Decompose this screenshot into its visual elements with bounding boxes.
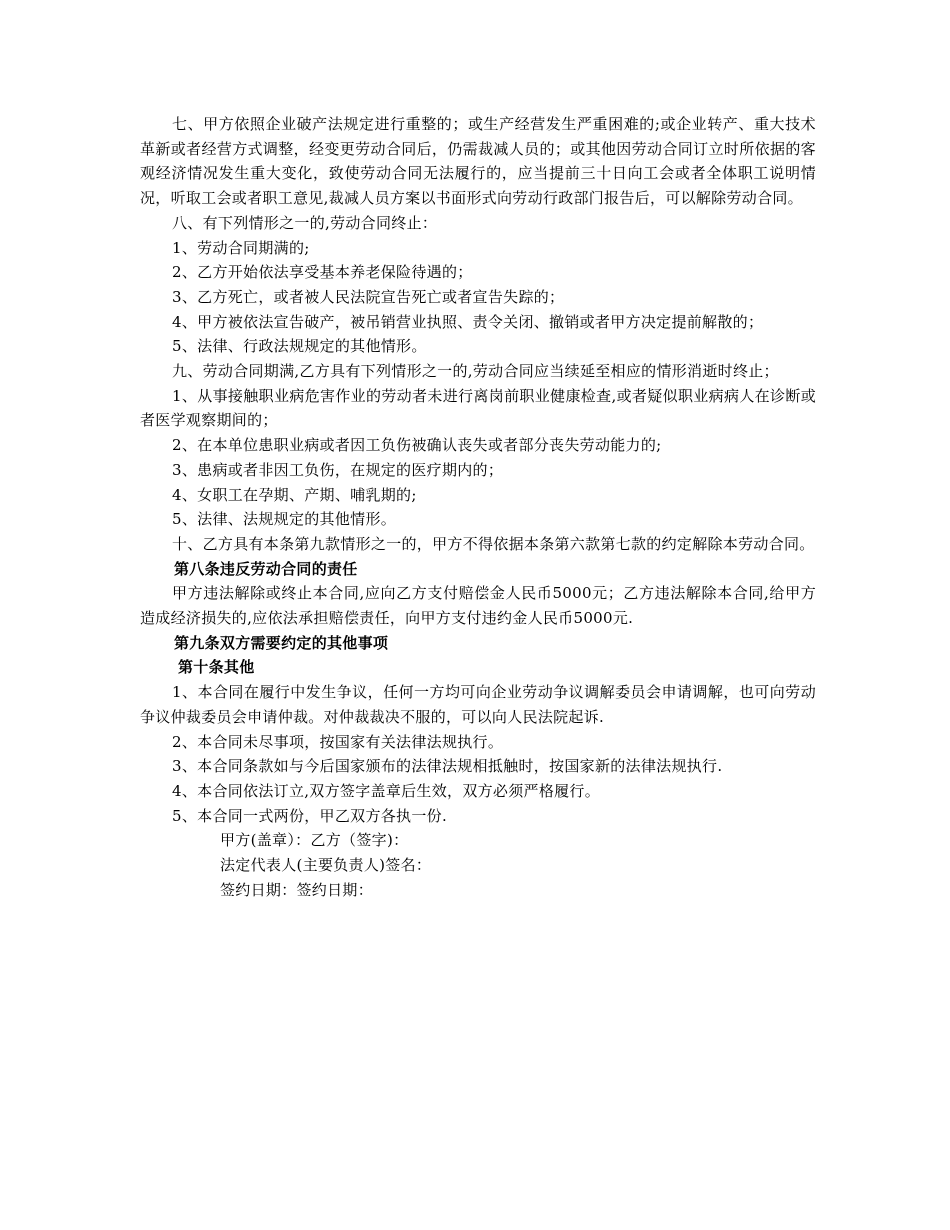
clause-7-paragraph: 七、甲方依照企业破产法规定进行重整的；或生产经营发生严重困难的;或企业转产、重大技术革新或者经营方式调整，经变更劳动合同后，仍需裁减人员的；或其他因劳动合同订立时所依据的客观经济情况发生重大变化，致使劳动合同无法履行的，应当提前三十日向工会或者全体职工说明情况，听取工会或者职工意见,裁减人员方案以书面形式向劳动行政部门报告后，可以解除劳动合同。 (140, 115, 816, 208)
article-10-item-1: 1、本合同在履行中发生争议，任何一方均可向企业劳动争议调解委员会申请调解，也可向劳动争议仲裁委员会申请仲裁。对仲裁裁决不服的，可以向人民法院起诉. (140, 683, 816, 726)
clause-9-item-3: 3、患病或者非因工负伤，在规定的医疗期内的； (172, 460, 504, 479)
clause-10-paragraph: 十、乙方具有本条第九款情形之一的，甲方不得依据本条第六款第七款的约定解除本劳动合同。 (172, 534, 815, 553)
clause-9-item-5: 5、法律、法规规定的其他情形。 (172, 510, 397, 529)
article-10-item-3: 3、本合同条款如与今后国家颁布的法律法规相抵触时，按国家新的法律法规执行. (172, 757, 723, 776)
clause-9-intro: 九、劳动合同期满,乙方具有下列情形之一的,劳动合同应当续延至相应的情形消逝时终止； (172, 362, 779, 381)
article-9-heading: 第九条双方需要约定的其他事项 (174, 633, 389, 652)
clause-8-item-2: 2、乙方开始依法享受基本养老保险待遇的； (172, 263, 473, 282)
clause-9-item-2: 2、在本单位患职业病或者因工负伤被确认丧失或者部分丧失劳动能力的; (172, 436, 662, 455)
clause-9-item-4: 4、女职工在孕期、产期、哺乳期的; (172, 485, 417, 504)
clause-8-item-1: 1、劳动合同期满的; (172, 238, 310, 257)
clause-8-item-5: 5、法律、行政法规规定的其他情形。 (172, 337, 427, 356)
clause-8-intro: 八、有下列情形之一的,劳动合同终止： (172, 213, 438, 232)
article-8-heading: 第八条违反劳动合同的责任 (174, 559, 358, 578)
clause-8-item-3: 3、乙方死亡，或者被人民法院宣告死亡或者宣告失踪的； (172, 287, 565, 306)
article-10-item-4: 4、本合同依法订立,双方签字盖章后生效，双方必须严格履行。 (172, 781, 601, 800)
article-8-paragraph: 甲方违法解除或终止本合同,应向乙方支付赔偿金人民币5000元；乙方违法解除本合同,给甲方造成经济损失的,应依法承担赔偿责任，向甲方支付违约金人民币5000元. (140, 584, 816, 628)
clause-9-item-1: 1、从事接触职业病危害作业的劳动者未进行离岗前职业健康检查,或者疑似职业病病人在诊断或者医学观察期间的； (140, 386, 816, 430)
clause-8-item-4: 4、甲方被依法宣告破产，被吊销营业执照、责令关闭、撤销或者甲方决定提前解散的； (172, 312, 764, 331)
article-10-item-5: 5、本合同一式两份，甲乙双方各执一份. (172, 806, 448, 825)
signature-dates: 签约日期：签约日期： (220, 880, 374, 899)
article-10-heading: 第十条其他 (178, 658, 255, 677)
signature-parties: 甲方(盖章）：乙方（签字)： (220, 831, 409, 850)
document-body (140, 112, 816, 903)
article-10-item-2: 2、本合同未尽事项，按国家有关法律法规执行。 (172, 732, 504, 751)
signature-representative: 法定代表人(主要负责人)签名： (220, 856, 432, 875)
